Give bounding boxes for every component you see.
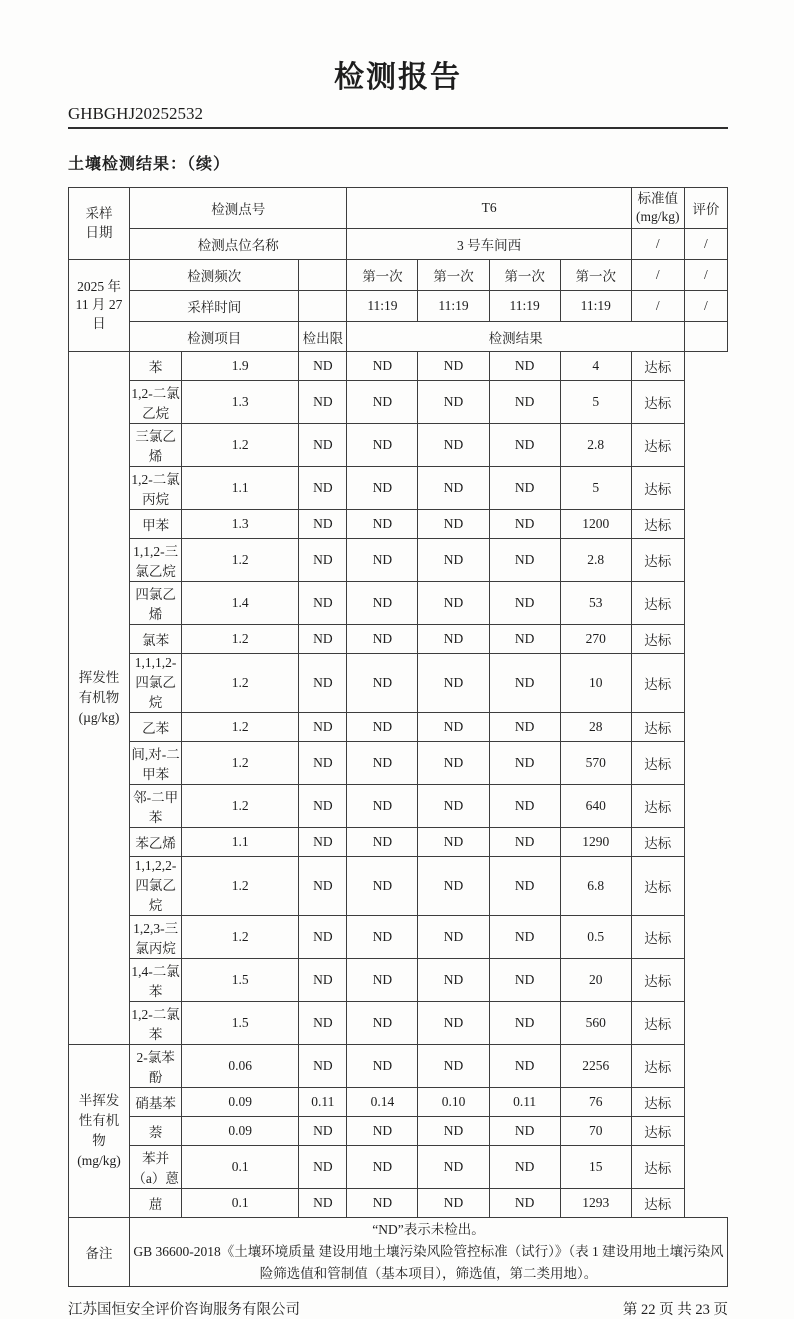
result-cell: ND [418, 1002, 489, 1045]
table-row [69, 260, 728, 291]
group-label-cell [69, 1045, 130, 1218]
table-row [69, 322, 728, 352]
limit-cell: 0.09 [182, 1088, 299, 1117]
frequency-label-spacer [299, 260, 347, 291]
table-row [69, 188, 728, 229]
time-4: 11:19 [560, 291, 631, 322]
item-label: 检测项目 [130, 322, 299, 352]
standard-cell: 2.8 [560, 539, 631, 582]
evaluation-cell: 达标 [631, 582, 684, 625]
result-cell: ND [299, 510, 347, 539]
table-row [69, 582, 728, 625]
standard-cell: 1290 [560, 828, 631, 857]
point-name-label: 检测点位名称 [130, 229, 347, 260]
standard-cell: 270 [560, 625, 631, 654]
result-cell: ND [489, 424, 560, 467]
item-cell: 1,2-二氯苯 [130, 1002, 182, 1045]
limit-cell: 0.09 [182, 1117, 299, 1146]
limit-label: 检出限 [299, 322, 347, 352]
result-cell: ND [347, 654, 418, 713]
result-cell: ND [347, 352, 418, 381]
result-cell: ND [489, 785, 560, 828]
result-cell: ND [299, 352, 347, 381]
result-cell: ND [347, 959, 418, 1002]
limit-cell: 1.5 [182, 1002, 299, 1045]
result-cell: ND [489, 1146, 560, 1189]
point-name-value: 3 号车间西 [347, 229, 631, 260]
result-cell: ND [489, 381, 560, 424]
group-label-line: 物 [92, 1133, 106, 1148]
result-cell: ND [347, 539, 418, 582]
table-row [69, 381, 728, 424]
sampling-date-label-line2: 日期 [85, 224, 113, 240]
table-row [69, 916, 728, 959]
evaluation-cell: 达标 [631, 916, 684, 959]
standard-cell: 640 [560, 785, 631, 828]
page-number: 第 22 页 共 23 页 [622, 1301, 728, 1318]
evaluation-slash: / [684, 291, 727, 322]
evaluation-cell: 达标 [631, 625, 684, 654]
table-row [69, 1189, 728, 1218]
table-row [69, 467, 728, 510]
standard-cell: 4 [560, 352, 631, 381]
standard-cell: 6.8 [560, 857, 631, 916]
result-cell: ND [489, 582, 560, 625]
group-label-line: (µg/kg) [78, 710, 120, 726]
standard-value-header [631, 188, 684, 229]
item-cell: 乙苯 [130, 713, 182, 742]
result-cell: ND [489, 625, 560, 654]
standard-cell: 10 [560, 654, 631, 713]
evaluation-cell: 达标 [631, 959, 684, 1002]
table-row [69, 654, 728, 713]
item-cell: 1,2,3-三氯丙烷 [130, 916, 182, 959]
result-cell: ND [418, 510, 489, 539]
result-cell: ND [299, 467, 347, 510]
evaluation-cell: 达标 [631, 857, 684, 916]
standard-cell: 70 [560, 1117, 631, 1146]
frequency-4: 第一次 [560, 260, 631, 291]
result-cell: ND [489, 467, 560, 510]
standard-cell: 1200 [560, 510, 631, 539]
evaluation-blank [684, 322, 727, 352]
table-row [69, 785, 728, 828]
evaluation-cell: 达标 [631, 1088, 684, 1117]
limit-cell: 1.2 [182, 654, 299, 713]
result-cell: ND [418, 352, 489, 381]
standard-cell: 2.8 [560, 424, 631, 467]
item-cell: 1,4-二氯苯 [130, 959, 182, 1002]
result-cell: ND [347, 381, 418, 424]
sampling-date-cell [69, 260, 130, 352]
evaluation-cell: 达标 [631, 654, 684, 713]
table-row [69, 857, 728, 916]
limit-cell: 1.4 [182, 582, 299, 625]
group-label-line: 半挥发 [78, 1092, 120, 1108]
item-cell: 䓛 [130, 1189, 182, 1218]
result-cell: ND [418, 857, 489, 916]
item-cell: 邻-二甲苯 [130, 785, 182, 828]
standard-cell: 20 [560, 959, 631, 1002]
evaluation-cell: 达标 [631, 1045, 684, 1088]
result-cell: 0.11 [489, 1088, 560, 1117]
group-label-line: 有机物 [78, 689, 120, 705]
evaluation-cell: 达标 [631, 424, 684, 467]
limit-cell: 1.2 [182, 539, 299, 582]
group-label-line: 挥发性 [78, 669, 120, 685]
frequency-label: 检测频次 [130, 260, 299, 291]
evaluation-cell: 达标 [631, 785, 684, 828]
item-cell: 2-氯苯酚 [130, 1045, 182, 1088]
result-cell: ND [489, 352, 560, 381]
result-cell: ND [299, 1045, 347, 1088]
evaluation-cell: 达标 [631, 539, 684, 582]
limit-cell: 1.3 [182, 510, 299, 539]
result-cell: ND [347, 742, 418, 785]
result-cell: ND [299, 582, 347, 625]
table-row [69, 713, 728, 742]
result-cell: ND [418, 654, 489, 713]
standard-unit: (mg/kg) [636, 209, 680, 224]
item-cell: 萘 [130, 1117, 182, 1146]
sampling-date-line1: 2025 年 [77, 279, 121, 295]
frequency-2: 第一次 [418, 260, 489, 291]
remark-line-nd: “ND”表示未检出。 [372, 1222, 485, 1237]
evaluation-cell: 达标 [631, 381, 684, 424]
section-title: 土壤检测结果：（续） [68, 156, 231, 173]
standard-cell: 5 [560, 381, 631, 424]
frequency-3: 第一次 [489, 260, 560, 291]
item-cell: 1,2-二氯丙烷 [130, 467, 182, 510]
evaluation-cell: 达标 [631, 1117, 684, 1146]
result-cell: 0.14 [347, 1088, 418, 1117]
result-cell: ND [418, 1117, 489, 1146]
result-cell: ND [347, 828, 418, 857]
item-cell: 1,2-二氯乙烷 [130, 381, 182, 424]
group-label-line: (mg/kg) [77, 1153, 121, 1169]
table-row [69, 1117, 728, 1146]
point-no-label: 检测点号 [130, 188, 347, 229]
result-cell: ND [299, 1117, 347, 1146]
result-cell: ND [347, 1146, 418, 1189]
result-cell: ND [347, 510, 418, 539]
standard-cell: 2256 [560, 1045, 631, 1088]
limit-cell: 1.2 [182, 625, 299, 654]
table-row [69, 959, 728, 1002]
evaluation-cell: 达标 [631, 742, 684, 785]
item-cell: 1,1,1,2-四氯乙烷 [130, 654, 182, 713]
table-row [69, 510, 728, 539]
result-cell: ND [347, 1189, 418, 1218]
evaluation-cell: 达标 [631, 510, 684, 539]
result-cell: ND [347, 713, 418, 742]
limit-cell: 1.2 [182, 742, 299, 785]
result-cell: ND [347, 857, 418, 916]
result-cell: ND [299, 713, 347, 742]
result-cell: ND [418, 424, 489, 467]
result-cell: ND [418, 1045, 489, 1088]
results-table [68, 187, 728, 1287]
item-cell: 1,1,2-三氯乙烷 [130, 539, 182, 582]
limit-cell: 1.2 [182, 713, 299, 742]
evaluation-cell: 达标 [631, 467, 684, 510]
standard-cell: 1293 [560, 1189, 631, 1218]
evaluation-slash: / [684, 229, 727, 260]
company-name: 江苏国恒安全评价咨询服务有限公司 [68, 1301, 300, 1318]
result-cell: ND [299, 1189, 347, 1218]
result-cell: ND [489, 713, 560, 742]
limit-cell: 1.1 [182, 467, 299, 510]
standard-cell: 15 [560, 1146, 631, 1189]
item-cell: 氯苯 [130, 625, 182, 654]
result-cell: ND [347, 1045, 418, 1088]
standard-slash: / [631, 229, 684, 260]
item-cell: 硝基苯 [130, 1088, 182, 1117]
result-cell: ND [299, 424, 347, 467]
limit-cell: 1.2 [182, 857, 299, 916]
result-cell: ND [299, 381, 347, 424]
evaluation-cell: 达标 [631, 713, 684, 742]
standard-cell: 570 [560, 742, 631, 785]
standard-cell: 0.5 [560, 916, 631, 959]
result-cell: ND [299, 785, 347, 828]
result-cell: ND [347, 582, 418, 625]
result-cell: ND [347, 916, 418, 959]
limit-cell: 0.1 [182, 1189, 299, 1218]
item-cell: 四氯乙烯 [130, 582, 182, 625]
result-cell: ND [418, 582, 489, 625]
result-cell: ND [299, 959, 347, 1002]
evaluation-header: 评价 [684, 188, 727, 229]
standard-cell: 53 [560, 582, 631, 625]
evaluation-cell: 达标 [631, 828, 684, 857]
result-cell: ND [489, 654, 560, 713]
result-cell: ND [489, 510, 560, 539]
evaluation-slash: / [684, 260, 727, 291]
limit-cell: 1.9 [182, 352, 299, 381]
remark-cell [130, 1218, 728, 1287]
evaluation-cell: 达标 [631, 1146, 684, 1189]
result-cell: ND [418, 742, 489, 785]
result-cell: ND [489, 742, 560, 785]
result-cell: ND [418, 828, 489, 857]
result-cell: ND [299, 828, 347, 857]
standard-cell: 76 [560, 1088, 631, 1117]
result-cell: ND [418, 625, 489, 654]
evaluation-cell: 达标 [631, 352, 684, 381]
result-cell: 0.11 [299, 1088, 347, 1117]
result-cell: ND [418, 1146, 489, 1189]
result-cell: ND [299, 625, 347, 654]
table-row [69, 352, 728, 381]
table-row [69, 1002, 728, 1045]
result-label: 检测结果 [347, 322, 684, 352]
standard-cell: 560 [560, 1002, 631, 1045]
table-row [69, 1045, 728, 1088]
group-label-line: 性有机 [78, 1112, 120, 1128]
result-cell: ND [418, 916, 489, 959]
standard-cell: 5 [560, 467, 631, 510]
result-cell: 0.10 [418, 1088, 489, 1117]
standard-label: 标准值 [637, 190, 679, 206]
result-cell: ND [299, 857, 347, 916]
result-cell: ND [418, 959, 489, 1002]
remarks-row [69, 1218, 728, 1287]
result-cell: ND [418, 467, 489, 510]
evaluation-cell: 达标 [631, 1189, 684, 1218]
result-cell: ND [489, 539, 560, 582]
time-2: 11:19 [418, 291, 489, 322]
table-row [69, 742, 728, 785]
result-cell: ND [299, 654, 347, 713]
time-1: 11:19 [347, 291, 418, 322]
remark-line-standard: GB 36600-2018《土壤环境质量 建设用地土壤污染风险管控标准（试行）》（表 1 建设用地土壤污染风险筛选值和管制值（基本项目），筛选值，第二类用地）。 [133, 1243, 724, 1281]
result-cell: ND [489, 959, 560, 1002]
result-cell: ND [489, 828, 560, 857]
item-cell: 三氯乙烯 [130, 424, 182, 467]
result-cell: ND [489, 1189, 560, 1218]
result-cell: ND [347, 1117, 418, 1146]
result-cell: ND [299, 1146, 347, 1189]
limit-cell: 1.3 [182, 381, 299, 424]
page-footer [68, 1298, 728, 1319]
limit-cell: 1.2 [182, 916, 299, 959]
limit-cell: 0.1 [182, 1146, 299, 1189]
item-cell: 甲苯 [130, 510, 182, 539]
result-cell: ND [418, 1189, 489, 1218]
sampling-date-line2: 11 月 27 日 [75, 297, 123, 331]
time-label: 采样时间 [130, 291, 299, 322]
standard-cell: 28 [560, 713, 631, 742]
table-row [69, 424, 728, 467]
result-cell: ND [299, 916, 347, 959]
limit-cell: 1.5 [182, 959, 299, 1002]
table-row [69, 828, 728, 857]
result-cell: ND [299, 742, 347, 785]
result-cell: ND [299, 1002, 347, 1045]
table-row [69, 291, 728, 322]
result-cell: ND [489, 916, 560, 959]
limit-cell: 1.1 [182, 828, 299, 857]
result-cell: ND [489, 1045, 560, 1088]
time-label-spacer [299, 291, 347, 322]
result-cell: ND [299, 539, 347, 582]
result-cell: ND [347, 785, 418, 828]
table-row [69, 625, 728, 654]
item-cell: 苯并（a）蒽 [130, 1146, 182, 1189]
limit-cell: 1.2 [182, 785, 299, 828]
result-cell: ND [489, 1002, 560, 1045]
result-cell: ND [347, 1002, 418, 1045]
result-cell: ND [418, 539, 489, 582]
result-cell: ND [489, 1117, 560, 1146]
result-cell: ND [418, 381, 489, 424]
table-row [69, 1146, 728, 1189]
result-cell: ND [489, 857, 560, 916]
result-cell: ND [347, 467, 418, 510]
item-cell: 1,1,2,2-四氯乙烷 [130, 857, 182, 916]
result-cell: ND [418, 713, 489, 742]
table-row [69, 539, 728, 582]
limit-cell: 1.2 [182, 424, 299, 467]
result-cell: ND [347, 424, 418, 467]
group-label-cell [69, 352, 130, 1045]
result-cell: ND [347, 625, 418, 654]
sampling-date-label-line1: 采样 [85, 206, 113, 222]
sampling-date-header [69, 188, 130, 260]
item-cell: 间,对-二甲苯 [130, 742, 182, 785]
item-cell: 苯乙烯 [130, 828, 182, 857]
table-row [69, 1088, 728, 1117]
page-title: 检测报告 [334, 61, 462, 94]
evaluation-cell: 达标 [631, 1002, 684, 1045]
result-cell: ND [418, 785, 489, 828]
limit-cell: 0.06 [182, 1045, 299, 1088]
standard-slash: / [631, 260, 684, 291]
item-cell: 苯 [130, 352, 182, 381]
point-no-value: T6 [347, 188, 631, 229]
time-3: 11:19 [489, 291, 560, 322]
frequency-1: 第一次 [347, 260, 418, 291]
table-row [69, 229, 728, 260]
standard-slash: / [631, 291, 684, 322]
remark-label: 备注 [69, 1218, 130, 1287]
report-number: GHBGHJ20252532 [68, 104, 728, 129]
